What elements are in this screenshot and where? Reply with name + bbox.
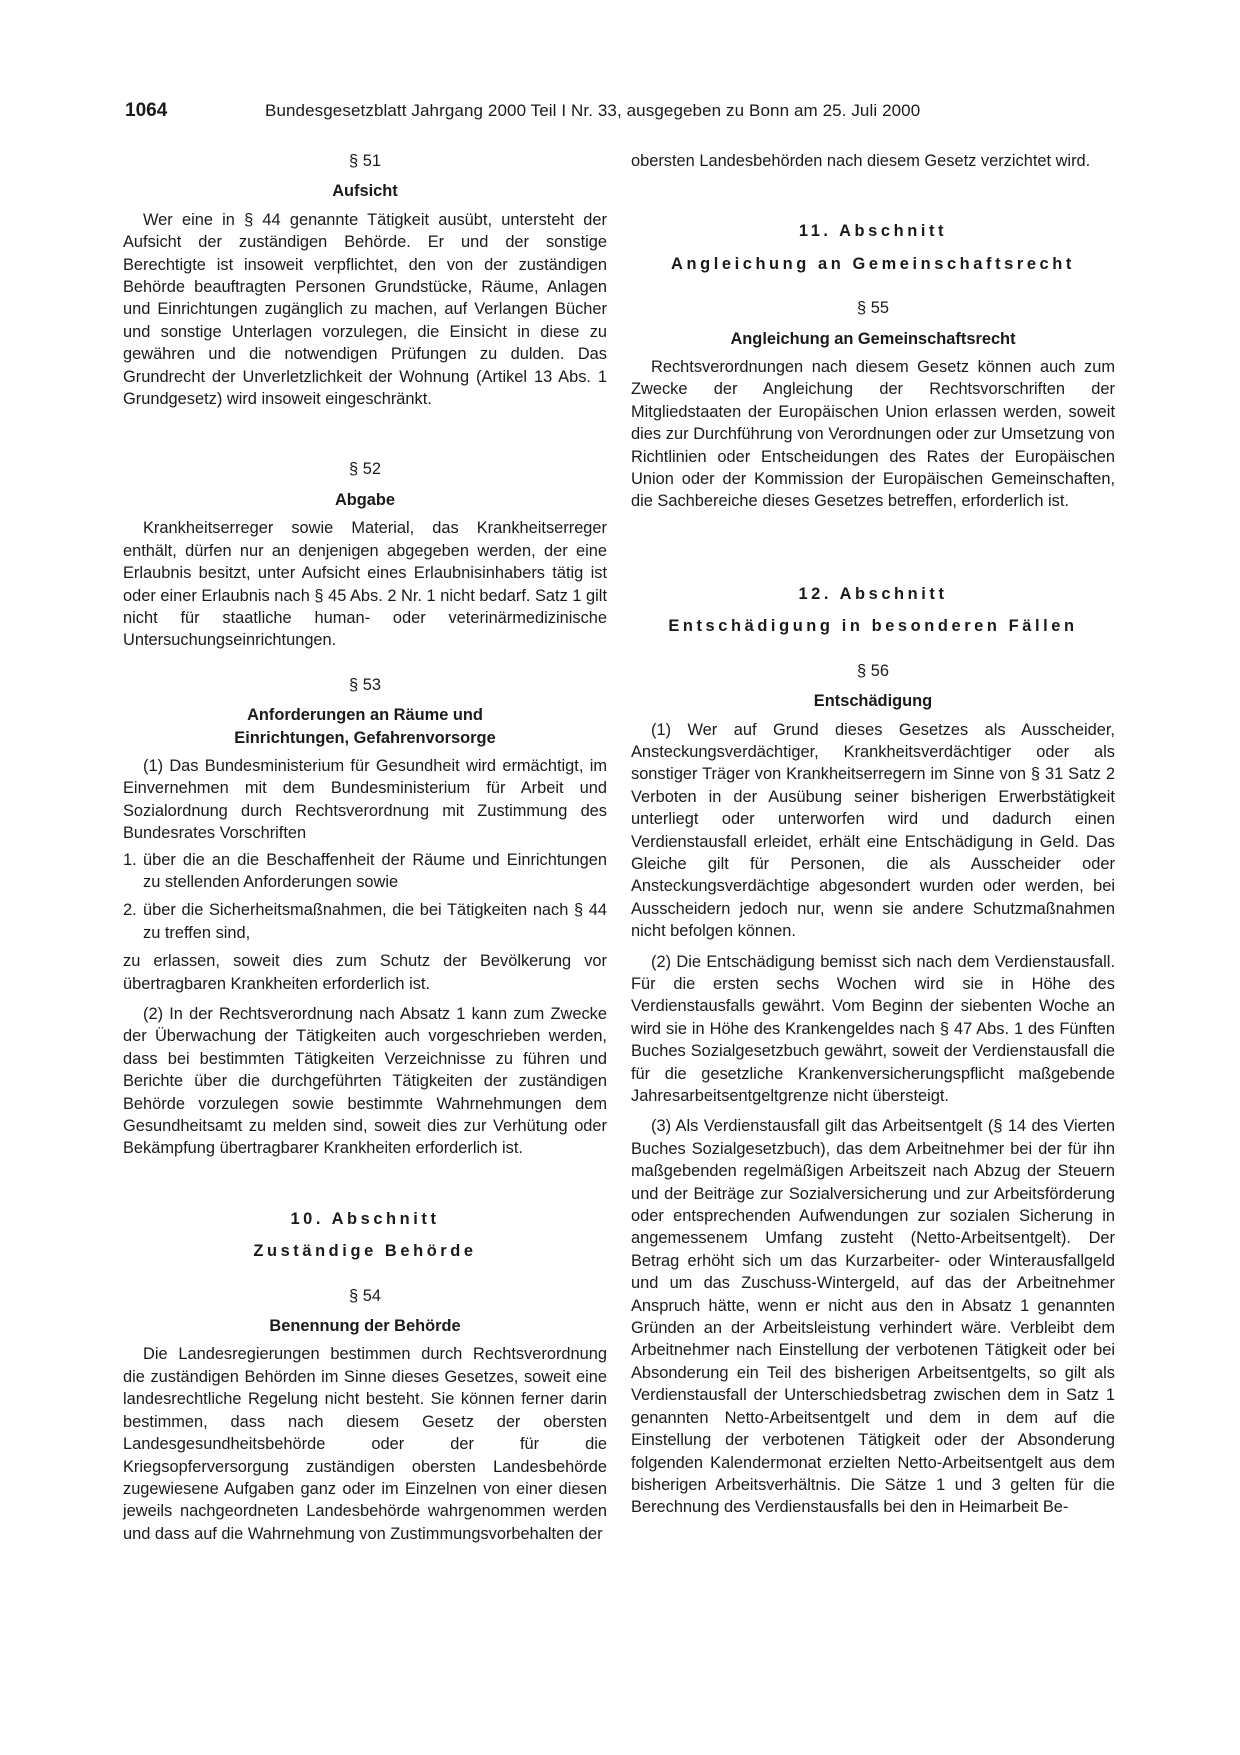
paragraph-title: Entschädigung	[813, 692, 933, 711]
paragraph-text: Rechtsverordnungen nach diesem Gesetz können auch zum Zwecke der Angleichung der Rechtsvorschriften der Mitgliedstaaten der Europäischen Union erlassen werden, soweit dies zur Durchführung von Verordnungen oder zur Umsetzung von Richtlinien oder Entscheidungen des Rates der Europäischen Union oder der Kommission der Europäischen Gemeinschaften, die Sachbereiche dieses Gesetzes betreffen, erforderlich ist.	[631, 358, 1115, 511]
list-text: über die an die Beschaffenheit der Räume und Einrichtungen zu stellenden Anforderungen sowie	[143, 850, 607, 891]
paragraph-title: Angleichung an Gemeinschaftsrecht	[730, 329, 1016, 348]
left-column	[123, 150, 607, 1545]
paragraph-number: § 55	[857, 299, 889, 318]
paragraph-number: § 53	[349, 675, 381, 694]
paragraph-title: Aufsicht	[332, 182, 398, 201]
paragraph-title: Benennung der Behörde	[269, 1317, 461, 1336]
paragraph-text: Die Landesregierungen bestimmen durch Rechtsverordnung die zuständigen Behörden im Sinne dieses Gesetzes, soweit eine landesrechtliche Regelung nicht besteht. Sie können ferner darin bestimmen, dass nach diesem Gesetz der obersten Landesgesundheitsbehörde oder der für die Kriegsopferversorgung zuständigen obersten Landesbehörde zugewiesene Aufgaben ganz oder im Einzelnen von einer diesen jeweils nachgeordneten Landesbehörde wahrgenommen werden und dass auf die Wahrnehmung von Zustimmungsvorbehalten der	[123, 1345, 607, 1543]
gazette-title: Bundesgesetzblatt Jahrgang 2000 Teil I Nr. 33, ausgegeben zu Bonn am 25. Juli 2000	[265, 101, 921, 120]
paragraph-number: § 54	[349, 1286, 381, 1305]
paragraph-text: zu erlassen, soweit dies zum Schutz der Bevölkerung vor übertragbaren Krankheiten erforderlich ist.	[123, 952, 607, 993]
paragraph-title: Abgabe	[334, 490, 396, 509]
list-text: über die Sicherheitsmaßnahmen, die bei Tätigkeiten nach § 44 zu treffen sind,	[143, 901, 607, 942]
paragraph-title: Anforderungen an Räume und	[247, 706, 483, 725]
section-number: 11. Abschnitt	[798, 222, 948, 241]
paragraph-number: § 51	[349, 152, 381, 170]
paragraph-text: Krankheitserreger sowie Material, das Krankheitserreger enthält, dürfen nur an denjenigen abgegeben werden, der eine Erlaubnis besitzt, unter Aufsicht eines Erlaubnisinhabers tätig ist oder einer Erlaubnis nach § 45 Abs. 2 Nr. 1 nicht bedarf. Satz 1 gilt nicht für staatliche human- oder veterinärmedizinische Untersuchungseinrichtungen.	[123, 519, 607, 650]
section-number: 12. Abschnitt	[798, 584, 948, 603]
paragraph-text: (2) Die Entschädigung bemisst sich nach dem Verdienstausfall. Für die ersten sechs Wochen wird sie in Höhe des Verdienstausfalls gewährt. Vom Beginn der siebenten Woche an wird sie in Höhe des Krankengeldes nach § 47 Abs. 1 des Fünften Buches Sozialgesetzbuch gewährt, soweit der Verdienstausfall die für die gesetzliche Krankenversicherungspflicht maßgebende Jahresarbeitsentgeltgrenze nicht übersteigt.	[631, 952, 1115, 1105]
paragraph-text-continued: obersten Landesbehörden nach diesem Gesetz verzichtet wird.	[631, 152, 1091, 170]
paragraph-text: (3) Als Verdienstausfall gilt das Arbeitsentgelt (§ 14 des Vierten Buches Sozialgesetzbuch), das dem Arbeitnehmer bei der für ihn maßgebenden regelmäßigen Arbeitszeit nach Abzug der Steuern und der Beiträge zur Sozialversicherung und zur Arbeitsförderung oder entsprechenden Aufwendungen zur sozialen Sicherung in angemessenem Umfang zusteht (Netto-Arbeitsentgelt). Der Betrag erhöht sich um das Kurzarbeiter- oder Winterausfallgeld und um das Zuschuss-Wintergeld, auf das der Arbeitnehmer Anspruch hätte, wenn er nicht aus den in Absatz 1 genannten Gründen an der Arbeitsleistung verhindert wäre. Verbleibt dem Arbeitnehmer nach Einstellung der verbotenen Tätigkeit oder bei Absonderung ein Teil des bisherigen Arbeitsentgelts, so gilt als Verdienstausfall der Unterschiedsbetrag zwischen dem in Satz 1 genannten Netto-Arbeitsentgelt und dem in dem auf die Einstellung der verbotenen Tätigkeit oder der Absonderung folgenden Kalendermonat erzielten Netto-Arbeitsentgelt aus dem bisherigen Arbeitsverhältnis. Die Sätze 1 und 3 gelten für die Berechnung des Verdienstausfalls bei den in Heimarbeit Be-	[631, 1117, 1115, 1517]
list-number: 1.	[123, 850, 137, 869]
section-title: Zuständige Behörde	[253, 1242, 477, 1261]
paragraph-text: Wer eine in § 44 genannte Tätigkeit ausübt, untersteht der Aufsicht der zuständigen Behörde. Er und der sonstige Berechtigte ist insoweit verpflichtet, den von der zuständigen Behörde beauftragten Personen Grundstücke, Räume, Anlagen und Einrichtungen zugänglich zu machen, auf Verlangen Bücher und sonstige Unterlagen vorzulegen, die Einsicht in diese zu gewähren und die notwendigen Prüfungen zu dulden. Das Grundrecht der Unverletzlichkeit der Wohnung (Artikel 13 Abs. 1 Grundgesetz) wird insoweit eingeschränkt.	[123, 210, 607, 409]
list-item	[123, 899, 607, 944]
page-header	[125, 100, 1115, 130]
list-number: 2.	[123, 901, 137, 920]
paragraph-number: § 56	[857, 661, 889, 680]
paragraph-title: Einrichtungen, Gefahrenvorsorge	[234, 728, 496, 747]
section-title: Angleichung an Gemeinschaftsrecht	[671, 254, 1075, 273]
page-number: 1064	[125, 100, 168, 121]
list-item	[123, 849, 607, 894]
section-number: 10. Abschnitt	[290, 1209, 440, 1228]
paragraph-number: § 52	[349, 460, 381, 479]
right-column	[631, 150, 1115, 1519]
paragraph-text: (1) Wer auf Grund dieses Gesetzes als Ausscheider, Ansteckungsverdächtiger, Krankheitsverdächtiger oder als sonstiger Träger von Krankheitserregern im Sinne von § 31 Satz 2 Verboten in der Ausübung seiner bisherigen Erwerbstätigkeit unterliegt oder unterworfen wird und dadurch einen Verdienstausfall erleidet, erhält eine Entschädigung in Geld. Das Gleiche gilt für Personen, die als Ausscheider oder Ansteckungsverdächtige abgesondert wurden oder werden, bei Ausscheidern jedoch nur, wenn sie andere Schutzmaßnahmen nicht befolgen können.	[631, 720, 1115, 941]
paragraph-text: (1) Das Bundesministerium für Gesundheit wird ermächtigt, im Einvernehmen mit dem Bundesministerium für Arbeit und Sozialordnung durch Rechtsverordnung mit Zustimmung des Bundesrates Vorschriften	[123, 756, 607, 843]
enumeration-list	[123, 849, 607, 945]
section-title: Entschädigung in besonderen Fällen	[668, 617, 1078, 636]
paragraph-text: (2) In der Rechtsverordnung nach Absatz 1 kann zum Zwecke der Überwachung der Tätigkeiten auch vorgeschrieben werden, dass bei bestimmten Tätigkeiten Verzeichnisse zu führen und Berichte über die durchgeführten Tätigkeiten der zuständigen Behörde vorzulegen sowie bestimmte Wahrnehmungen dem Gesundheitsamt zu melden sind, soweit dies zur Verhütung oder Bekämpfung übertragbarer Krankheiten erforderlich ist.	[123, 1005, 607, 1158]
